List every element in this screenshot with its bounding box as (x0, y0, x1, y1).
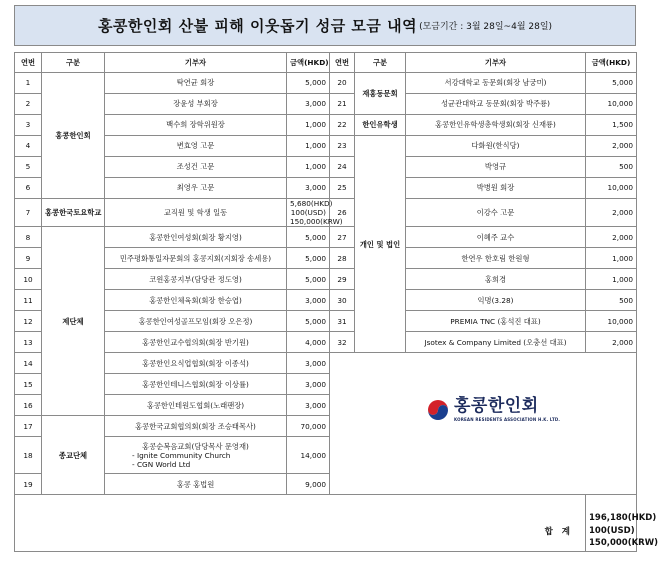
donor-cell: 한연우 한호림 한원형 (406, 248, 586, 269)
amount-cell: 2,000 (586, 227, 637, 248)
table-row (15, 178, 637, 199)
table-row (15, 353, 637, 374)
table-row (15, 290, 637, 311)
logo-name-ko: 홍콩한인회 (454, 396, 539, 417)
donor-cell: 코윈홍콩지부(담당관 정도영) (105, 269, 287, 290)
row-number: 29 (330, 269, 355, 290)
row-number: 6 (15, 178, 42, 199)
amount-cell: 4,000 (287, 332, 330, 353)
amount-cell: 70,000 (287, 416, 330, 437)
amount-cell: 1,500 (586, 115, 637, 136)
amount-line: 100(USD) (290, 208, 326, 218)
amount-cell: 1,000 (287, 136, 330, 157)
donor-cell: 조성건 고문 (105, 157, 287, 178)
donor-cell: 홍콩한인요식업협회(회장 이종석) (105, 353, 287, 374)
total-values (586, 495, 658, 552)
donor-cell: 홍콩한인테원도협회(노래팬장) (105, 395, 287, 416)
donor-cell: 홍콩한인교수협의회(회장 반기원) (105, 332, 287, 353)
row-number: 26 (330, 199, 355, 227)
amount-cell: 5,000 (287, 248, 330, 269)
row-number: 21 (330, 94, 355, 115)
donation-sheet (14, 5, 658, 570)
amount-cell: 1,000 (287, 115, 330, 136)
amount-cell: 3,000 (287, 94, 330, 115)
table-row (15, 269, 637, 290)
donor-cell: 홍희경 (406, 269, 586, 290)
row-number: 27 (330, 227, 355, 248)
total-line: 150,000(KRW) (589, 538, 658, 549)
donor-cell: PREMIA TNC (홍석진 대표) (406, 311, 586, 332)
column-header-amount: 금액(HKD) (586, 53, 637, 73)
row-number: 14 (15, 353, 42, 374)
row-number: 18 (15, 437, 42, 474)
table-row (15, 115, 637, 136)
amount-cell: 3,000 (287, 395, 330, 416)
donor-cell: 홍콩 홍법원 (105, 474, 287, 495)
donor-cell: 변효영 고문 (105, 136, 287, 157)
total-line: 196,180(HKD) (589, 513, 657, 524)
amount-cell: 5,000 (287, 73, 330, 94)
donor-cell: 다화원(한식당) (406, 136, 586, 157)
table-row (15, 248, 637, 269)
category-cell: 홍콩한국토요학교 (42, 199, 105, 227)
donor-cell: 홍콩한인테니스협회(회장 이상률) (105, 374, 287, 395)
column-header-amount: 금액(HKD) (287, 53, 330, 73)
row-number: 10 (15, 269, 42, 290)
donor-cell: 이강수 고문 (406, 199, 586, 227)
table-row (15, 199, 637, 227)
category-cell: 종교단체 (42, 416, 105, 495)
amount-cell: 1,000 (586, 269, 637, 290)
row-number: 3 (15, 115, 42, 136)
row-number: 4 (15, 136, 42, 157)
amount-cell: 5,000 (287, 269, 330, 290)
amount-cell: 5,000 (586, 73, 637, 94)
donor-cell: 탁연균 회장 (105, 73, 287, 94)
amount-cell: 5,000 (287, 311, 330, 332)
donor-cell: 홍콩한인여성회(회장 황지영) (105, 227, 287, 248)
column-header-donor: 기부자 (105, 53, 287, 73)
category-cell: 홍콩한인회 (42, 73, 105, 199)
row-number: 31 (330, 311, 355, 332)
donor-line: 홍콩순복음교회(담당목사 문영재) (142, 441, 249, 451)
association-logo (426, 398, 560, 422)
donor-cell: 홍콩한인체육회(회장 한승엽) (105, 290, 287, 311)
amount-cell: 5,000 (287, 227, 330, 248)
row-number: 28 (330, 248, 355, 269)
donor-cell: 최영우 고문 (105, 178, 287, 199)
row-number: 22 (330, 115, 355, 136)
amount-cell: 500 (586, 290, 637, 311)
donor-cell: 민주평화통일자문회의 홍콩지회(지회장 송세용) (105, 248, 287, 269)
column-header-category: 구분 (355, 53, 406, 73)
taeguk-emblem-icon (426, 398, 450, 422)
amount-cell: 1,000 (287, 157, 330, 178)
logo-area (330, 353, 637, 495)
table-row (15, 332, 637, 353)
collection-period: (모금기간 : 3월 28일~4월 28일) (419, 22, 553, 32)
row-number: 23 (330, 136, 355, 157)
donor-cell: Jsotex & Company Limited (오충선 대표) (406, 332, 586, 353)
table-row (15, 157, 637, 178)
table-row (15, 495, 637, 552)
amount-cell: 2,000 (586, 136, 637, 157)
row-number: 20 (330, 73, 355, 94)
amount-cell: 9,000 (287, 474, 330, 495)
row-number: 16 (15, 395, 42, 416)
row-number: 24 (330, 157, 355, 178)
donor-cell: 백수희 장학위원장 (105, 115, 287, 136)
donor-cell: 서강대학교 동문회(회장 남궁미) (406, 73, 586, 94)
amount-cell: 10,000 (586, 94, 637, 115)
row-number: 9 (15, 248, 42, 269)
amount-line: 5,680(HKD) (290, 199, 333, 208)
category-cell: 제단체 (42, 227, 105, 416)
donor-cell: 박병원 회장 (406, 178, 586, 199)
donor-cell: 박영규 (406, 157, 586, 178)
donor-line: - Ignite Community Church (132, 450, 231, 460)
title-banner (14, 5, 636, 46)
row-number: 32 (330, 332, 355, 353)
donor-cell: 홍콩한인유학생총학생회(회장 신재룡) (406, 115, 586, 136)
row-number: 13 (15, 332, 42, 353)
column-header-no: 연번 (330, 53, 355, 73)
amount-cell: 14,000 (287, 437, 330, 474)
row-number: 17 (15, 416, 42, 437)
row-number: 2 (15, 94, 42, 115)
column-header-donor: 기부자 (406, 53, 586, 73)
row-number: 30 (330, 290, 355, 311)
donor-cell (105, 437, 287, 474)
donor-cell: 홍콩한인여성골프모임(회장 오은정) (105, 311, 287, 332)
donor-cell: 장윤성 부회장 (105, 94, 287, 115)
total-line: 100(USD) (589, 525, 635, 536)
donor-cell: 성균관대학교 동문회(회장 박주룡) (406, 94, 586, 115)
row-number: 1 (15, 73, 42, 94)
column-header-category: 구분 (42, 53, 105, 73)
donor-cell: 홍콩한국교회협의회(회장 조승태목사) (105, 416, 287, 437)
row-number: 12 (15, 311, 42, 332)
amount-cell: 10,000 (586, 178, 637, 199)
donor-cell: 이혜주 교수 (406, 227, 586, 248)
column-header-no: 연번 (15, 53, 42, 73)
amount-cell: 500 (586, 157, 637, 178)
amount-cell: 10,000 (586, 311, 637, 332)
row-number: 11 (15, 290, 42, 311)
donation-table (14, 52, 658, 552)
amount-cell: 3,000 (287, 353, 330, 374)
amount-cell: 1,000 (586, 248, 637, 269)
donor-line: - CGN World Ltd (132, 459, 191, 469)
table-row (15, 73, 637, 94)
table-row (15, 94, 637, 115)
amount-cell: 2,000 (586, 332, 637, 353)
category-cell: 개인 및 법인 (355, 136, 406, 353)
amount-line: 150,000(KRW) (290, 217, 343, 227)
row-number: 7 (15, 199, 42, 227)
donor-cell: 익명(3.28) (406, 290, 586, 311)
table-row (15, 311, 637, 332)
donor-cell: 교직원 및 학생 일동 (105, 199, 287, 227)
category-cell: 한인유학생 (355, 115, 406, 136)
page-title: 홍콩한인회 산불 피해 이웃돕기 성금 모금 내역 (97, 17, 418, 35)
amount-cell: 2,000 (586, 199, 637, 227)
amount-cell: 3,000 (287, 290, 330, 311)
logo-name-en: KOREAN RESIDENTS ASSOCIATION H.K. LTD. (454, 417, 561, 423)
table-row (15, 227, 637, 248)
logo-text (454, 398, 560, 422)
row-number: 15 (15, 374, 42, 395)
row-number: 8 (15, 227, 42, 248)
amount-cell: 3,000 (287, 374, 330, 395)
category-cell: 재홍동문회 (355, 73, 406, 115)
row-number: 5 (15, 157, 42, 178)
row-number: 19 (15, 474, 42, 495)
amount-cell: 3,000 (287, 178, 330, 199)
header-row (15, 53, 637, 73)
row-number: 25 (330, 178, 355, 199)
table-row (15, 136, 637, 157)
total-label: 합 계 (15, 495, 586, 552)
